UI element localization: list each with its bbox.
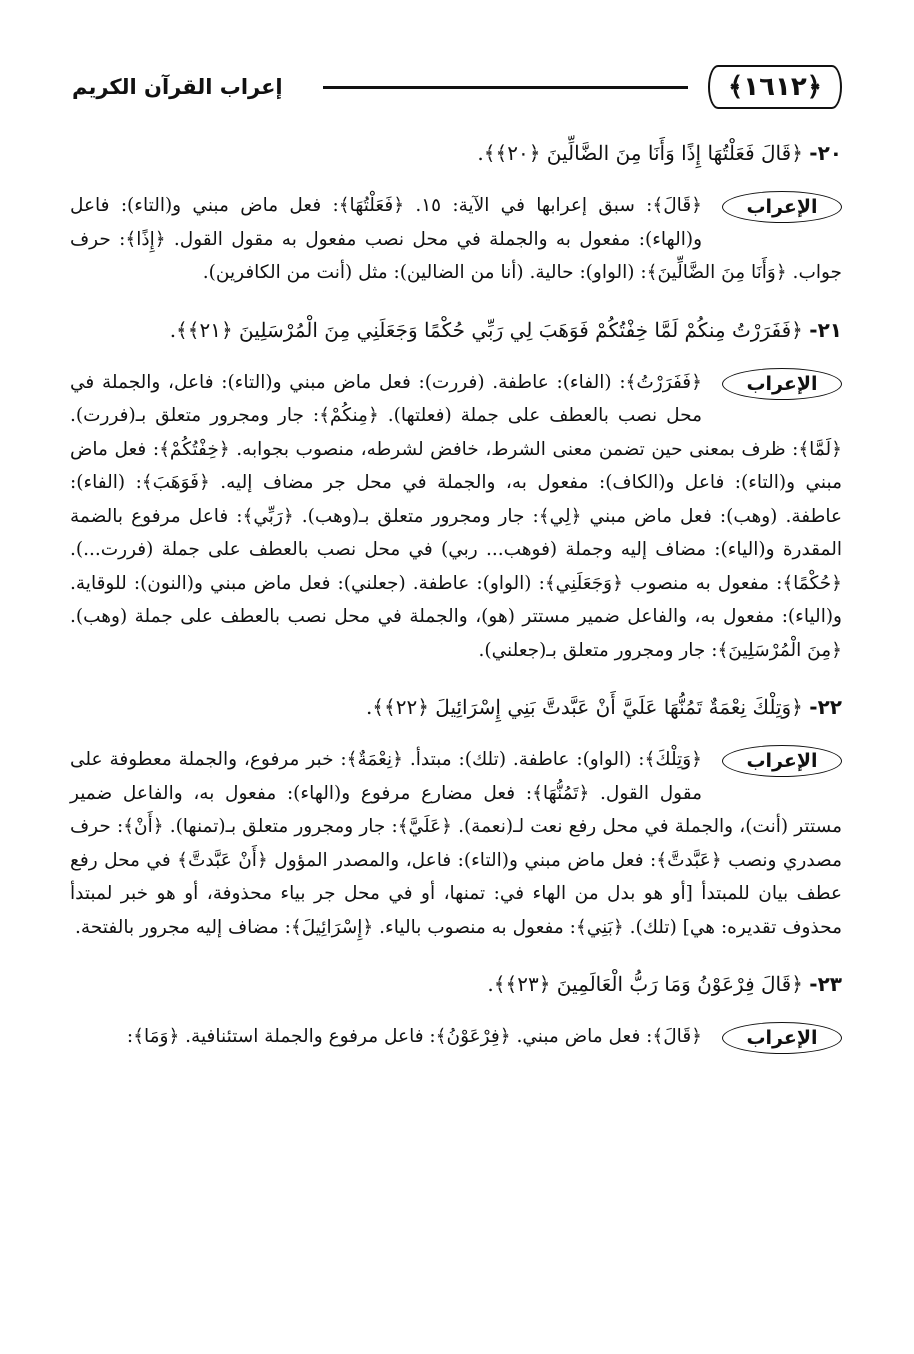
irab-badge: الإعراب [722,745,842,777]
verse-text: ﴿فَفَرَرْتُ مِنكُمْ لَمَّا خِفْتُكُمْ فَوَهَبَ لِي رَبِّي حُكْمًا وَجَعَلَنِي مِنَ الْمُرْسَلِينَ ﴿٢١﴾﴾. [169,317,803,342]
irab-block-22 [70,743,842,944]
book-title: إعراب القرآن الكريم [72,75,283,99]
verse-21 [70,312,842,348]
irab-text: ﴿قَالَ﴾: سبق إعرابها في الآية: ١٥. ﴿فَعَلْتُهَا﴾: فعل ماض مبني و(التاء): فاعل و(الهاء): مفعول به والجملة في محل نصب مفعول به مقول القول. ﴿إِذًا﴾: حرف جواب. ﴿وَأَنَا مِنَ الضَّالِّينَ﴾: (الواو): حالية. (أنا من الضالين): مثل (أنت من الكافرين). [70,195,842,283]
verse-22 [70,689,842,725]
irab-block-20 [70,189,842,290]
irab-text: ﴿فَفَرَرْتُ﴾: (الفاء): عاطفة. (فررت): فعل ماض مبني و(التاء): فاعل، والجملة في محل نصب بالعطف على جملة (فعلتها). ﴿مِنكُمْ﴾: جار ومجرور متعلق بـ(فررت). ﴿لَمَّا﴾: ظرف بمعنى حين تضمن معنى الشرط، خافض لشرطه، منصوب بجوابه. ﴿خِفْتُكُمْ﴾: فعل ماض مبني و(التاء): فاعل و(الكاف): مفعول به، والجملة في محل جر مضاف إليه. ﴿فَوَهَبَ﴾: (الفاء): عاطفة. (وهب): فعل ماض مبني ﴿لِي﴾: جار ومجرور متعلق بـ(وهب). ﴿رَبِّي﴾: فاعل مرفوع بالضمة المقدرة و(الياء): مضاف إليه وجملة (فوهب... ربي) في محل نصب بالعطف على جملة (فررت...). ﴿حُكْمًا﴾: مفعول به منصوب ﴿وَجَعَلَنِي﴾: (الواو): عاطفة. (جعلني): فعل ماض مبني و(النون): للوقاية. و(الياء): مفعول به، والفاعل ضمير مستتر (هو)، والجملة في محل نصب بالعطف على جملة (وهب). ﴿مِنَ الْمُرْسَلِينَ﴾: جار ومجرور متعلق بـ(جعلني). [70,371,842,661]
verse-20 [70,135,842,171]
irab-badge: الإعراب [722,191,842,223]
verse-23 [70,966,842,1002]
verse-text: ﴿قَالَ فَعَلْتُهَا إِذًا وَأَنَا مِنَ الضَّالِّينَ ﴿٢٠﴾﴾. [477,141,803,165]
verse-text: ﴿قَالَ فِرْعَوْنُ وَمَا رَبُّ الْعَالَمِينَ ﴿٢٣﴾﴾. [487,972,803,996]
irab-text: ﴿قَالَ﴾: فعل ماض مبني. ﴿فِرْعَوْنُ﴾: فاعل مرفوع والجملة استئنافية. ﴿وَمَا﴾: [126,1026,702,1047]
verse-number: ٢٠- [809,141,842,165]
verse-number: ٢٢- [809,695,842,719]
verse-text: ﴿وَتِلْكَ نِعْمَةٌ تَمُنُّهَا عَلَيَّ أَنْ عَبَّدتَّ بَنِي إِسْرَائِيلَ ﴿٢٢﴾﴾. [365,695,803,719]
irab-text: ﴿وَتِلْكَ﴾: (الواو): عاطفة. (تلك): مبتدأ. ﴿نِعْمَةٌ﴾: خبر مرفوع، والجملة معطوفة على مقول القول. ﴿تَمُنُّهَا﴾: فعل مضارع مرفوع و(الهاء): مفعول به، والفاعل ضمير مستتر (أنت)، والجملة في محل رفع نعت لـ(نعمة). ﴿عَلَيَّ﴾: جار ومجرور متعلق بـ(تمنها). ﴿أَنْ﴾: حرف مصدري ونصب ﴿عَبَّدتَّ﴾: فعل ماض مبني و(التاء): فاعل، والمصدر المؤول ﴿أَنْ عَبَّدتَّ﴾ في محل رفع عطف بيان للمبتدأ [أو هو بدل من الهاء في: تمنها، أو في محل جر بياء محذوفة، أو هو خبر لمبتدأ محذوف تقديره: هي] (تلك). ﴿بَنِي﴾: مفعول به منصوب بالياء. ﴿إِسْرَائِيلَ﴾: مضاف إليه مجرور بالفتحة. [70,749,842,938]
irab-badge: الإعراب [722,1022,842,1054]
irab-block-21 [70,366,842,668]
page-content [70,135,842,1076]
verse-number: ٢٣- [809,972,842,996]
header-rule [323,86,688,89]
irab-block-23 [70,1020,842,1054]
verse-number: ٢١- [809,317,842,342]
page-number: ﴿١٦١٢﴾ [708,65,842,109]
page-header [72,62,842,112]
irab-badge: الإعراب [722,368,842,400]
